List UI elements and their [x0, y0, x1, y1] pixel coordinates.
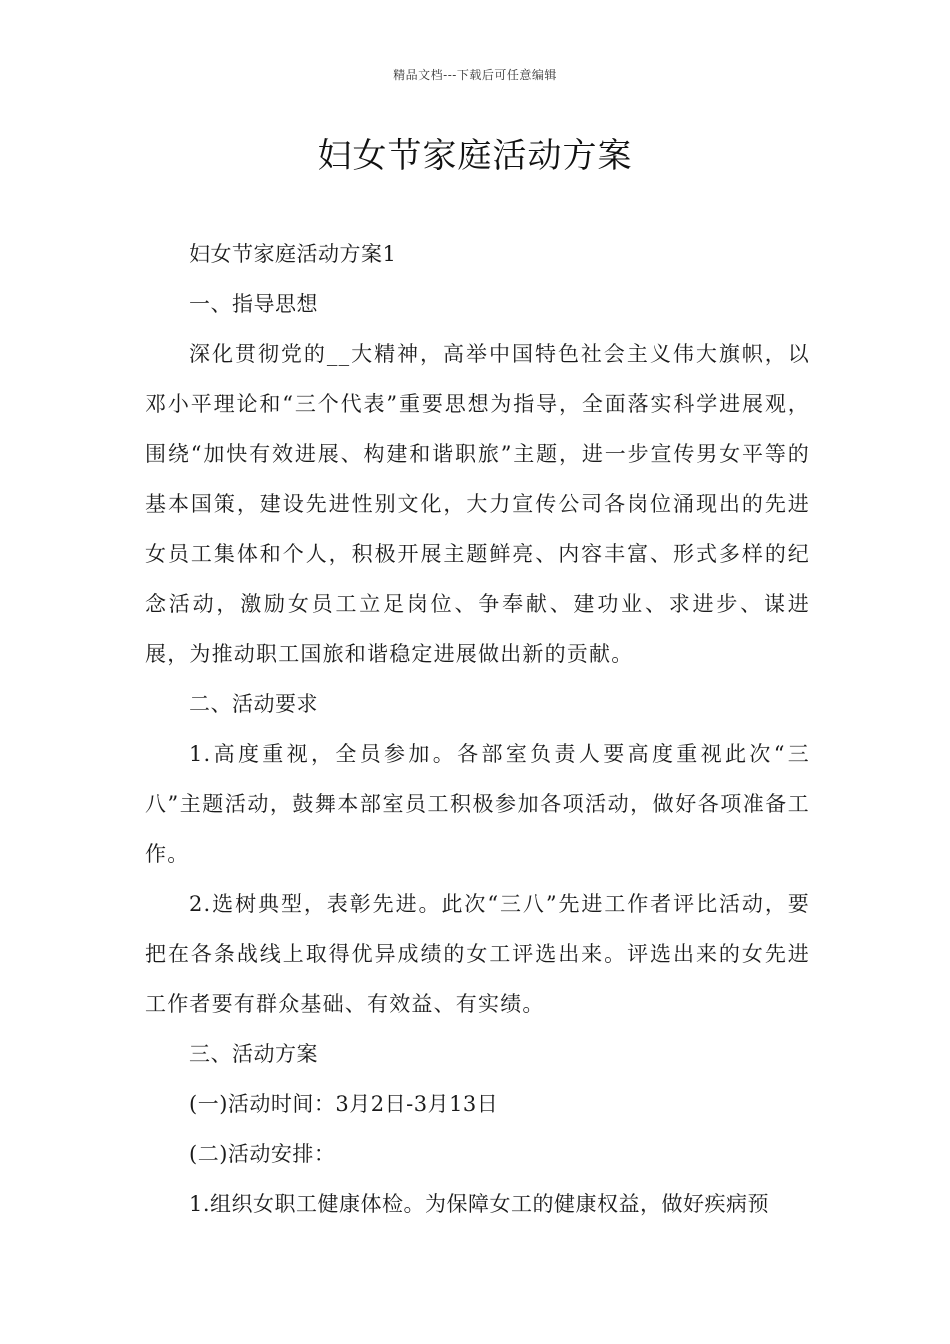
paragraph-health-checkup: 1.组织女职工健康体检。为保障女工的健康权益，做好疾病预 — [189, 1192, 770, 1216]
document-body — [145, 229, 810, 1229]
paragraph-guiding-ideology: 深化贯彻党的__大精神，高举中国特色社会主义伟大旗帜，以邓小平理论和“三个代表”重要思想为指导，全面落实科学进展观，围绕“加快有效进展、构建和谐职旅”主题，进一步宣传男女平等的基本国策，建设先进性别文化，大力宣传公司各岗位涌现出的先进女员工集体和个人，积极开展主题鲜亮、内容丰富、形式多样的纪念活动，激励女员工立足岗位、争奉献、建功业、求进步、谋进展，为推动职工国旅和谐稳定进展做出新的贡献。 — [145, 342, 810, 666]
document-title: 妇女节家庭活动方案 — [317, 136, 633, 176]
paragraph-requirement-1: 1.高度重视，全员参加。各部室负责人要高度重视此次“三八”主题活动，鼓舞本部室员工积极参加各项活动，做好各项准备工作。 — [145, 742, 810, 866]
paragraph-activity-arrangement: (二)活动安排： — [189, 1142, 336, 1166]
paragraph-requirement-2: 2.选树典型，表彰先进。此次“三八”先进工作者评比活动，要把在各条战线上取得优异成绩的女工评选出来。评选出来的女先进工作者要有群众基础、有效益、有实绩。 — [145, 892, 810, 1016]
paragraph-activity-time: (一)活动时间：3月2日-3月13日 — [189, 1092, 499, 1116]
header-note: 精品文档---下载后可任意编辑 — [393, 68, 557, 82]
section-heading-guiding-ideology: 一、指导思想 — [189, 292, 318, 316]
section-heading-plan-1: 妇女节家庭活动方案1 — [189, 242, 397, 266]
section-heading-activity-plan: 三、活动方案 — [189, 1042, 318, 1066]
section-heading-activity-requirements: 二、活动要求 — [189, 692, 318, 716]
